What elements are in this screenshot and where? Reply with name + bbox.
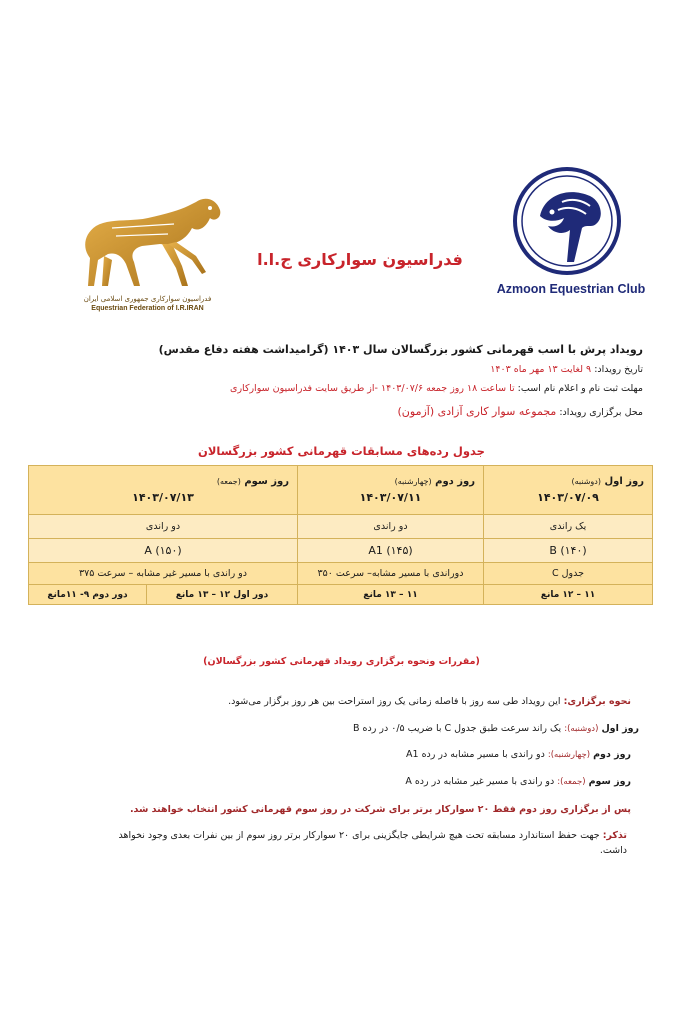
table-row — [29, 515, 653, 539]
rule-day2-label: روز دوم — [593, 749, 631, 760]
rule-how-label: نحوه برگزاری: — [563, 696, 631, 707]
rule-day3-text: دو راندی با مسیر غیر مشابه در رده A — [405, 776, 555, 787]
rule-day1-label: روز اول — [601, 723, 639, 734]
day1-rounds: یک راندی — [484, 515, 653, 539]
day2-title: روز دوم — [435, 476, 475, 487]
day1-obstacles: ۱۱ – ۱۲ مانع — [484, 585, 653, 605]
rule-note — [90, 828, 627, 858]
day1-header-cell — [484, 466, 653, 515]
federation-title: فدراسیون سوارکاری ج.ا.ا — [257, 250, 463, 269]
table-row — [29, 539, 653, 563]
event-registration-label: مهلت ثبت نام و اعلام نام اسب: — [517, 383, 643, 394]
rule-day3-label: روز سوم — [588, 776, 631, 787]
event-venue — [40, 405, 643, 420]
federation-name-fa: فدراسیون سوارکاری جمهوری اسلامی ایران — [83, 295, 212, 303]
day1-weekday: (دوشنبه) — [571, 477, 601, 486]
day3-table-type: دو راندی با مسیر غیر مشابه – سرعت ۳۷۵ — [29, 563, 298, 585]
event-venue-label: محل برگزاری رویداد: — [559, 407, 643, 418]
table-row — [29, 563, 653, 585]
federation-name-en: Equestrian Federation of I.R.IRAN — [91, 305, 204, 312]
day2-table-type: دوراندی با مسیر مشابه– سرعت ۳۵۰ — [298, 563, 484, 585]
table-row — [29, 585, 653, 605]
rule-day1-weekday: (دوشنبه): — [564, 724, 599, 734]
day3-header-cell — [29, 466, 298, 515]
event-registration — [40, 382, 643, 396]
table-header-row — [29, 466, 653, 515]
day3-class: A (۱۵۰) — [29, 539, 298, 563]
event-date-label: تاریخ رویداد: — [594, 364, 643, 375]
day2-class: A1 (۱۴۵) — [298, 539, 484, 563]
day1-title: روز اول — [604, 476, 644, 487]
day3-obstacles-second: دور دوم ۹- ۱۱مانع — [29, 585, 147, 605]
rule-qualify: پس از برگزاری روز دوم فقط ۲۰ سوارکار برتر برای شرکت در روز سوم قهرمانی کشور انتخاب خواهند شد. — [129, 804, 631, 815]
day2-header-cell — [298, 466, 484, 515]
day2-rounds: دو راندی — [298, 515, 484, 539]
table-title: جدول رده‌های مسابقات قهرمانی کشور بزرگسالان — [198, 444, 485, 458]
day2-date: ۱۴۰۳/۰۷/۱۱ — [359, 491, 422, 504]
day2-weekday: (چهارشنبه) — [394, 477, 432, 486]
rule-day1 — [40, 721, 639, 737]
day1-class: B (۱۴۰) — [484, 539, 653, 563]
day1-table-type: جدول C — [484, 563, 653, 585]
rule-day2 — [40, 747, 631, 763]
event-venue-value: مجموعه سوار کاری آزادی (آزمون) — [397, 405, 557, 418]
rule-note-text: جهت حفظ استاندارد مسابقه تحت هیچ شرایطی جایگزینی برای ۲۰ سوارکار برتر روز سوم از بین نفرات بعدی وجود نخواهد داشت. — [118, 830, 627, 856]
rule-how — [40, 694, 631, 709]
rule-how-text: این رویداد طی سه روز با فاصله زمانی یک روز استراحت بین هر روز برگزار می‌شود. — [228, 696, 561, 707]
rule-day1-text: یک راند سرعت طبق جدول C با ضریب ۰/۵ در رده B — [353, 723, 562, 734]
day3-obstacles-first: دور اول ۱۲ – ۱۳ مانع — [147, 585, 298, 605]
day1-date: ۱۴۰۳/۰۷/۰۹ — [537, 491, 599, 504]
day3-title: روز سوم — [244, 476, 289, 487]
rule-day2-text: دو راندی با مسیر مشابه در رده A1 — [406, 749, 545, 760]
rule-day2-weekday: (چهارشنبه): — [547, 750, 591, 760]
golden-horse-icon — [64, 188, 224, 293]
rule-day3 — [40, 774, 631, 790]
schedule-table — [28, 465, 653, 605]
rule-day3-weekday: (جمعه): — [557, 777, 586, 787]
event-registration-value: تا ساعت ۱۸ روز جمعه ۱۴۰۳/۰۷/۶ -از طریق سایت فدراسیون سوارکاری — [230, 383, 515, 394]
rule-note-label: تذکر: — [602, 830, 627, 841]
event-title: رویداد پرش با اسب قهرمانی کشور بزرگسالان سال ۱۴۰۳ (گرامیداشت هفته دفاع مقدس) — [158, 343, 643, 356]
horse-head-circle-icon — [512, 166, 622, 276]
day3-weekday: (جمعه) — [216, 477, 241, 486]
event-date — [40, 363, 643, 377]
club-name: Azmoon Equestrian Club — [496, 282, 646, 296]
rules-title: (مقررات ونحوه برگزاری رویداد قهرمانی کشور بزرگسالان) — [203, 656, 480, 667]
event-date-value: ۹ لغایت ۱۳ مهر ماه ۱۴۰۳ — [490, 364, 592, 375]
day2-obstacles: ۱۱ – ۱۳ مانع — [298, 585, 484, 605]
day3-date: ۱۴۰۳/۰۷/۱۳ — [132, 491, 194, 504]
day3-rounds: دو راندی — [29, 515, 298, 539]
